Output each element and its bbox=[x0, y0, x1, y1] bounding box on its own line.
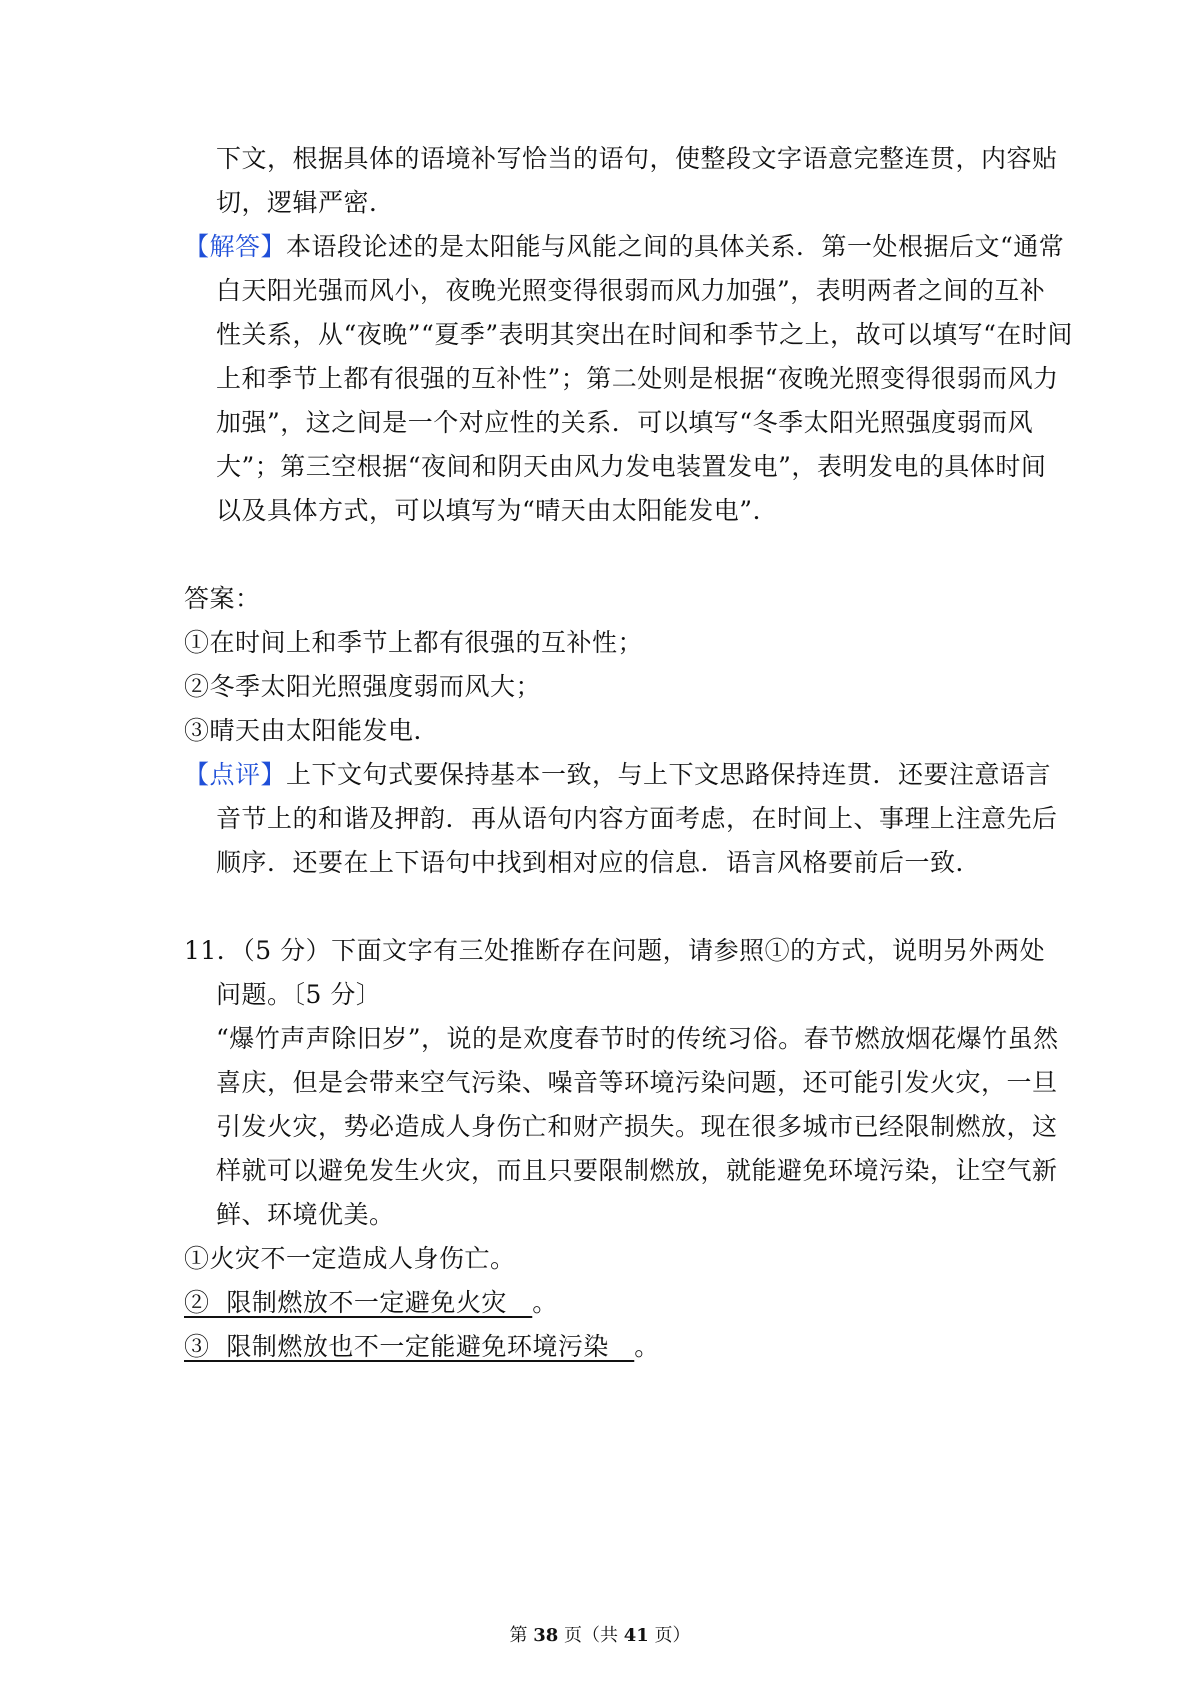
page-footer bbox=[0, 1624, 1200, 1648]
question-11-line-1: 11．（5 分）下面文字有三处推断存在问题，请参照①的方式，说明另外两处 bbox=[184, 936, 1046, 965]
dianping-line-3: 顺序．还要在上下语句中找到相对应的信息．语言风格要前后一致． bbox=[216, 848, 982, 877]
intro-line-2: 切，逻辑严密． bbox=[216, 188, 395, 217]
dianping-line-1 bbox=[184, 758, 1051, 792]
jieda-line-2: 白天阳光强而风小，夜晚光照变得很弱而风力加强”，表明两者之间的互补 bbox=[216, 276, 1046, 305]
footer-prefix: 第 bbox=[509, 1625, 528, 1646]
passage-line-4: 样就可以避免发生火灾，而且只要限制燃放，就能避免环境污染，让空气新 bbox=[216, 1156, 1058, 1185]
jieda-line-1 bbox=[184, 230, 1064, 264]
footer-page-number: 38 bbox=[533, 1625, 559, 1646]
passage-line-5: 鲜、环境优美。 bbox=[216, 1200, 395, 1229]
footer-middle: 页（共 bbox=[564, 1625, 618, 1646]
jieda-line-7: 以及具体方式，可以填写为“晴天由太阳能发电”． bbox=[216, 496, 779, 525]
dianping-text-1: 上下文句式要保持基本一致，与上下文思路保持连贯．还要注意语言 bbox=[286, 760, 1052, 789]
answer-item-2: ②冬季太阳光照强度弱而风大； bbox=[184, 672, 542, 701]
jieda-text-1: 本语段论述的是太阳能与风能之间的具体关系．第一处根据后文“通常 bbox=[286, 232, 1065, 261]
footer-total-pages: 41 bbox=[623, 1625, 649, 1646]
jieda-line-3: 性关系，从“夜晚”“夏季”表明其突出在时间和季节之上，故可以填写“在时间 bbox=[216, 320, 1073, 349]
answer-3-fill: 限制燃放也不一定能避免环境污染 bbox=[209, 1332, 635, 1361]
passage-line-3: 引发火灾，势必造成人身伤亡和财产损失。现在很多城市已经限制燃放，这 bbox=[216, 1112, 1058, 1141]
passage-line-1: “爆竹声声除旧岁”，说的是欢度春节时的传统习俗。春节燃放烟花爆竹虽然 bbox=[216, 1024, 1059, 1053]
jieda-line-6: 大”；第三空根据“夜间和阴天由风力发电装置发电”，表明发电的具体时间 bbox=[216, 452, 1047, 481]
q11-answer-1: ①火灾不一定造成人身伤亡。 bbox=[184, 1244, 516, 1273]
question-11-line-2: 问题。〔5 分〕 bbox=[216, 980, 382, 1009]
answer-2-marker: ② bbox=[184, 1288, 210, 1317]
jieda-line-4: 上和季节上都有很强的互补性”；第二处则是根据“夜晚光照变得很弱而风力 bbox=[216, 364, 1059, 393]
answer-2-end: 。 bbox=[532, 1288, 558, 1317]
intro-line-1: 下文，根据具体的语境补写恰当的语句，使整段文字语意完整连贯，内容贴 bbox=[216, 144, 1058, 173]
answer-item-3: ③晴天由太阳能发电． bbox=[184, 716, 440, 745]
answer-heading: 答案： bbox=[184, 584, 261, 613]
footer-suffix: 页） bbox=[654, 1625, 691, 1646]
answer-3-marker: ③ bbox=[184, 1332, 210, 1361]
q11-answer-3 bbox=[184, 1330, 660, 1364]
answer-item-1: ①在时间上和季节上都有很强的互补性； bbox=[184, 628, 644, 657]
jieda-tag: 【解答】 bbox=[184, 232, 287, 261]
jieda-line-5: 加强”，这之间是一个对应性的关系．可以填写“冬季太阳光照强度弱而风 bbox=[216, 408, 1034, 437]
dianping-tag: 【点评】 bbox=[184, 760, 287, 789]
passage-line-2: 喜庆，但是会带来空气污染、噪音等环境污染问题，还可能引发火灾，一旦 bbox=[216, 1068, 1058, 1097]
answer-2-fill: 限制燃放不一定避免火灾 bbox=[209, 1288, 533, 1317]
answer-3-end: 。 bbox=[634, 1332, 660, 1361]
q11-answer-2 bbox=[184, 1286, 558, 1320]
dianping-line-2: 音节上的和谐及押韵．再从语句内容方面考虑，在时间上、事理上注意先后 bbox=[216, 804, 1058, 833]
